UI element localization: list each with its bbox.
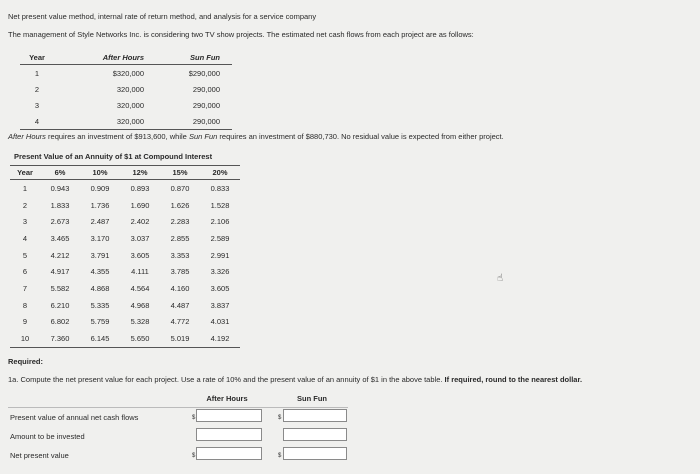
pointer-hand-icon: ☝ [497, 273, 504, 284]
table-row [20, 65, 232, 82]
pv-year-cell: 4 [22, 233, 28, 243]
pv-factor-cell: 3.785 [170, 267, 190, 277]
pv-year-cell: 3 [22, 217, 28, 227]
pv-factor-cell: 2.283 [170, 217, 190, 227]
pv-factor-cell: 4.917 [50, 267, 70, 277]
table-row [10, 314, 240, 331]
pv-factor-cell: 0.893 [130, 183, 150, 193]
pv-factor-cell: 2.487 [90, 217, 110, 227]
pv-factor-cell: 0.833 [210, 183, 230, 193]
pv-factor-cell: 1.528 [210, 200, 230, 210]
pv-factor-cell: 4.355 [90, 267, 110, 277]
pv-factor-cell: 0.943 [50, 183, 70, 193]
pv-header-15: 15% [160, 166, 200, 180]
table-row [10, 330, 240, 347]
form-header-sun-fun: Sun Fun [297, 394, 327, 403]
cash-flow-sun-fun: $290,000 [188, 68, 220, 78]
pv-factor-cell: 4.031 [210, 317, 230, 327]
pv-factor-cell: 4.968 [130, 300, 150, 310]
npv-after-hours-input[interactable] [196, 447, 262, 460]
pv-factor-cell: 1.690 [130, 200, 150, 210]
pv-factor-cell: 4.487 [170, 300, 190, 310]
amount-invested-after-hours-input[interactable] [196, 428, 262, 441]
question-body: 1a. Compute the net present value for each project. Use a rate of 10% and the present value of an annuity of $1 in the above table. [8, 375, 445, 384]
cash-flow-after-hours: 320,000 [54, 113, 150, 130]
pv-factor-cell: 5.650 [120, 330, 160, 347]
cash-flow-header-year: Year [20, 50, 54, 65]
pv-factor-cell: 4.192 [200, 330, 240, 347]
pv-factor-cell: 3.037 [130, 233, 150, 243]
form-divider [8, 407, 348, 408]
table-row [10, 213, 240, 230]
pv-factor-cell: 6.802 [50, 317, 70, 327]
pv-factor-cell: 6.145 [80, 330, 120, 347]
pv-factor-cell: 4.564 [130, 283, 150, 293]
question-text [8, 375, 582, 384]
dollar-sign: $ [278, 453, 282, 459]
cash-flow-year: 3 [34, 100, 40, 110]
required-label: Required: [8, 357, 44, 366]
pv-factor-cell: 3.605 [130, 250, 150, 260]
pv-factor-cell: 3.605 [210, 283, 230, 293]
pv-factor-cell: 1.833 [50, 200, 70, 210]
amount-invested-sun-fun-input[interactable] [283, 428, 347, 441]
table-row [10, 197, 240, 214]
pv-header-6: 6% [40, 166, 80, 180]
intro-text: The management of Style Networks Inc. is considering two TV show projects. The estimated net cash flows from each project are as follows: [8, 30, 474, 39]
table-row [10, 297, 240, 314]
pv-year-cell: 8 [22, 300, 28, 310]
page-title: Net present value method, internal rate of return method, and analysis for a service company [8, 12, 317, 21]
pv-factor-cell: 6.210 [50, 300, 70, 310]
pv-year-cell: 6 [22, 267, 28, 277]
cash-flow-header-after-hours: After Hours [54, 50, 150, 65]
table-row [10, 230, 240, 247]
pv-factor-cell: 4.868 [90, 283, 110, 293]
table-row [20, 97, 232, 113]
pv-factor-cell: 3.791 [90, 250, 110, 260]
form-row-label-amount-invested: Amount to be invested [10, 432, 85, 441]
pv-factor-cell: 3.465 [50, 233, 70, 243]
pv-factor-cell: 2.106 [210, 217, 230, 227]
pv-factor-cell: 5.759 [90, 317, 110, 327]
pv-factor-cell: 5.328 [130, 317, 150, 327]
pv-factor-cell: 2.991 [210, 250, 230, 260]
pv-factor-cell: 5.019 [160, 330, 200, 347]
npv-sun-fun-input[interactable] [283, 447, 347, 460]
pv-factor-cell: 3.170 [90, 233, 110, 243]
form-row-label-npv: Net present value [10, 451, 69, 460]
cash-flow-header-row [20, 50, 232, 65]
pv-header-12: 12% [120, 166, 160, 180]
cash-flow-year: 4 [20, 113, 54, 130]
pv-factor-cell: 1.626 [170, 200, 190, 210]
pv-header-10: 10% [80, 166, 120, 180]
cash-flow-year: 1 [34, 68, 40, 78]
table-row [10, 280, 240, 297]
cash-flow-sun-fun: 290,000 [192, 100, 220, 110]
pv-factor-cell: 4.111 [131, 267, 149, 277]
investment-text-2: requires an investment of $880,730. No residual value is expected from either project. [217, 132, 504, 141]
pv-annuity-table [10, 165, 240, 348]
table-row [20, 113, 232, 130]
table-row [10, 247, 240, 264]
cash-flow-sun-fun: 290,000 [150, 113, 232, 130]
investment-project-1: After Hours [8, 132, 46, 141]
pv-year-cell: 10 [10, 330, 40, 347]
cash-flow-after-hours: 320,000 [116, 84, 144, 94]
cash-flow-sun-fun: 290,000 [192, 84, 220, 94]
pv-factor-cell: 2.589 [210, 233, 230, 243]
pv-factor-cell: 0.909 [90, 183, 110, 193]
dollar-sign: $ [192, 453, 196, 459]
pv-factor-cell: 5.582 [50, 283, 70, 293]
cash-flow-header-sun-fun: Sun Fun [150, 50, 232, 65]
table-row [10, 263, 240, 280]
cash-flow-year: 2 [34, 84, 40, 94]
pv-table-title: Present Value of an Annuity of $1 at Compound Interest [14, 152, 213, 161]
dollar-sign: $ [192, 415, 196, 421]
question-rounding-note: If required, round to the nearest dollar. [444, 375, 583, 384]
cash-flow-table [20, 50, 232, 130]
pv-year-cell: 7 [22, 283, 28, 293]
pv-factor-cell: 4.160 [170, 283, 190, 293]
pv-year-cell: 5 [22, 250, 28, 260]
form-row-label-pv-cash-flows: Present value of annual net cash flows [10, 413, 139, 422]
investment-text-1: requires an investment of $913,600, while [45, 132, 189, 141]
pv-factor-cell: 7.360 [40, 330, 80, 347]
pv-year-cell: 2 [22, 200, 28, 210]
pv-factor-cell: 3.326 [210, 267, 230, 277]
form-header-after-hours: After Hours [206, 394, 248, 403]
pv-header-20: 20% [200, 166, 240, 180]
pv-header-row [10, 166, 240, 180]
pv-cash-flows-after-hours-input[interactable] [196, 409, 262, 422]
investment-project-2: Sun Fun [188, 132, 218, 141]
table-row [10, 180, 240, 197]
pv-factor-cell: 1.736 [90, 200, 110, 210]
table-row [20, 81, 232, 97]
pv-factor-cell: 3.353 [170, 250, 190, 260]
pv-factor-cell: 0.870 [170, 183, 190, 193]
pv-year-cell: 9 [22, 317, 28, 327]
pv-cash-flows-sun-fun-input[interactable] [283, 409, 347, 422]
pv-factor-cell: 4.212 [50, 250, 70, 260]
cash-flow-after-hours: $320,000 [112, 68, 144, 78]
pv-factor-cell: 2.855 [170, 233, 190, 243]
dollar-sign: $ [278, 415, 282, 421]
pv-factor-cell: 4.772 [170, 317, 190, 327]
pv-year-cell: 1 [22, 183, 28, 193]
cash-flow-after-hours: 320,000 [116, 100, 144, 110]
pv-header-year: Year [10, 166, 40, 180]
pv-factor-cell: 2.673 [50, 217, 70, 227]
pv-factor-cell: 2.402 [130, 217, 150, 227]
pv-factor-cell: 5.335 [90, 300, 110, 310]
pv-factor-cell: 3.837 [210, 300, 230, 310]
investment-text [8, 132, 504, 141]
